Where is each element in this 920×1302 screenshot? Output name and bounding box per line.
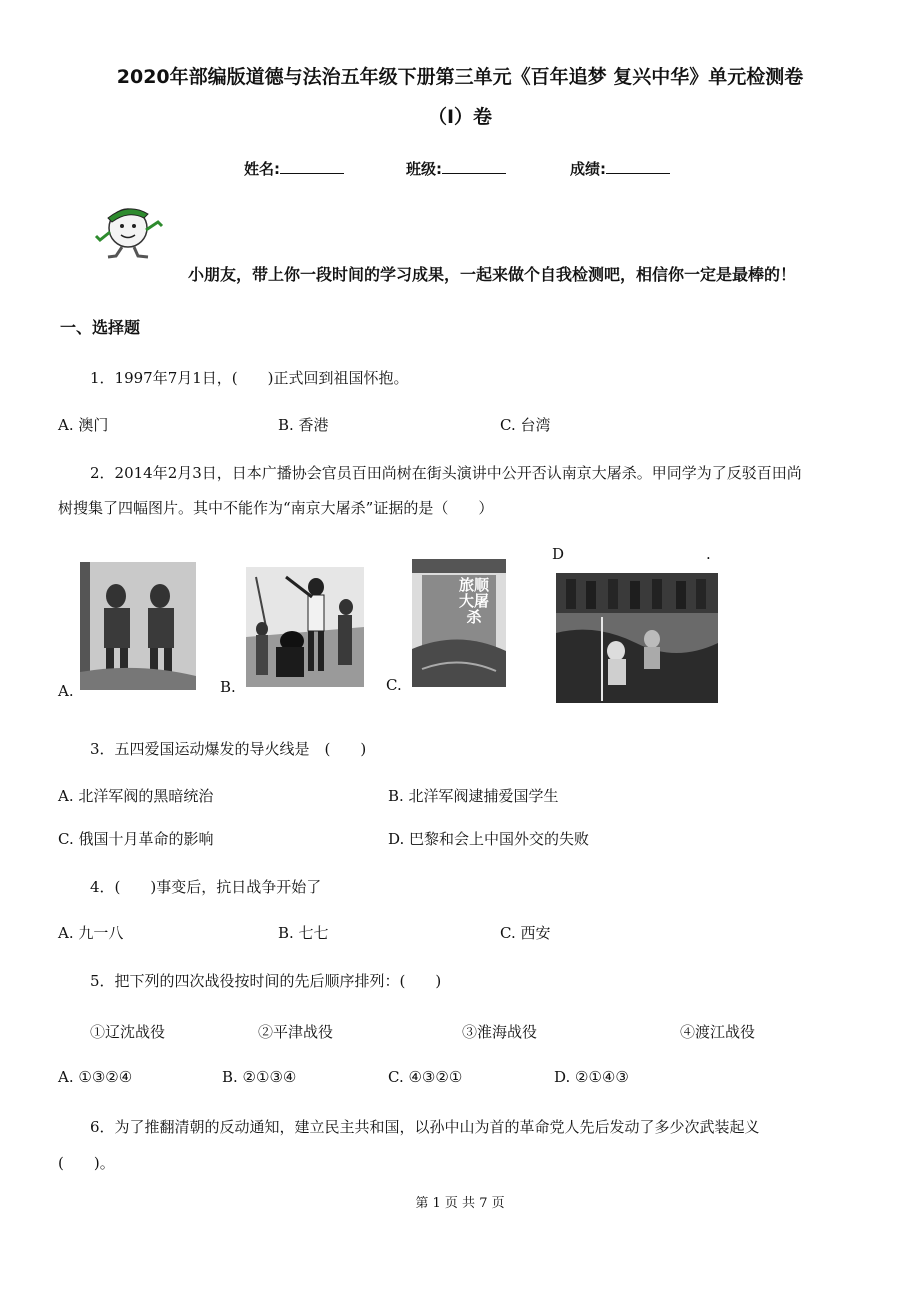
class-field — [406, 158, 506, 179]
q5-option-c: C. ④③②① — [388, 1068, 463, 1086]
photo-c-char-4: 屠 — [474, 592, 490, 610]
q5-item-3: ③淮海战役 — [462, 1023, 538, 1041]
score-blank — [606, 159, 670, 174]
question-6-stem-line2: ( )。 — [58, 1154, 115, 1172]
q3-option-d: D. 巴黎和会上中国外交的失败 — [388, 830, 590, 848]
q2-option-b-label: B. — [220, 678, 236, 696]
q1-option-c: C. 台湾 — [500, 416, 551, 434]
q1-option-a: A. 澳门 — [58, 416, 109, 434]
q5-item-1: ①辽沈战役 — [90, 1023, 166, 1041]
photo-c-char-5: 杀 — [466, 608, 482, 626]
question-2-stem-line1: 2．2014年2月3日，日本广播协会官员百田尚树在街头演讲中公开否认南京大屠杀。甲同学为了反驳百田尚 — [90, 464, 802, 482]
q5-option-d: D. ②①④③ — [554, 1068, 629, 1086]
photo-c-char-1: 旅 — [458, 576, 474, 594]
q2-option-d-dot: . — [706, 545, 711, 563]
page-number: 第 1 页 共 7 页 — [415, 1196, 505, 1211]
photo-c-caption — [454, 577, 494, 625]
class-label: 班级: — [406, 160, 442, 178]
photo-d-burial — [556, 573, 718, 703]
question-3-stem: 3．五四爱国运动爆发的导火线是 ( ) — [90, 740, 367, 758]
question-1-stem: 1．1997年7月1日，( )正式回到祖国怀抱。 — [90, 369, 409, 387]
q1-option-b: B. 香港 — [278, 416, 329, 434]
score-field — [570, 158, 670, 179]
question-4-stem: 4．( )事变后，抗日战争开始了 — [90, 878, 322, 896]
photo-a-soldiers — [80, 562, 196, 690]
photo-b-execution — [246, 567, 364, 687]
question-2-stem-line2: 树搜集了四幅图片。其中不能作为“南京大屠杀”证据的是（ ） — [58, 499, 494, 517]
photo-c-char-3: 大 — [458, 592, 474, 610]
name-label: 姓名: — [244, 160, 280, 178]
q4-option-b: B. 七七 — [278, 924, 329, 942]
name-field — [244, 158, 344, 179]
name-blank — [280, 159, 344, 174]
question-6-stem-line1: 6．为了推翻清朝的反动通知，建立民主共和国，以孙中山为首的革命党人先后发动了多少次武装起义 — [90, 1118, 760, 1136]
q3-option-b: B. 北洋军阀逮捕爱国学生 — [388, 787, 559, 805]
q5-item-2: ②平津战役 — [258, 1023, 334, 1041]
photo-c-char-2: 顺 — [474, 576, 490, 594]
q5-option-a: A. ①③②④ — [58, 1068, 133, 1086]
class-blank — [442, 159, 506, 174]
q4-option-a: A. 九一八 — [58, 924, 124, 942]
page-title: 2020年部编版道德与法治五年级下册第三单元《百年追梦 复兴中华》单元检测卷 — [116, 66, 804, 88]
q3-option-c: C. 俄国十月革命的影响 — [58, 830, 214, 848]
q2-option-a-label: A. — [58, 682, 74, 700]
q5-option-b: B. ②①③④ — [222, 1068, 297, 1086]
q5-item-4: ④渡江战役 — [680, 1023, 756, 1041]
q3-option-a: A. 北洋军阀的黑暗统治 — [58, 787, 214, 805]
intro-text: 小朋友，带上你一段时间的学习成果，一起来做个自我检测吧，相信你一定是最棒的！ — [188, 265, 797, 284]
q4-option-c: C. 西安 — [500, 924, 551, 942]
mascot-icon — [92, 200, 172, 262]
page-title-line2: （I）卷 — [427, 106, 493, 128]
q2-option-d-label: D — [552, 545, 565, 563]
question-5-stem: 5．把下列的四次战役按时间的先后顺序排列：( ) — [90, 972, 442, 990]
section-heading: 一、选择题 — [60, 318, 141, 337]
score-label: 成绩: — [570, 160, 606, 178]
q2-option-c-label: C. — [386, 676, 402, 694]
photo-c-book-cover — [412, 559, 506, 687]
